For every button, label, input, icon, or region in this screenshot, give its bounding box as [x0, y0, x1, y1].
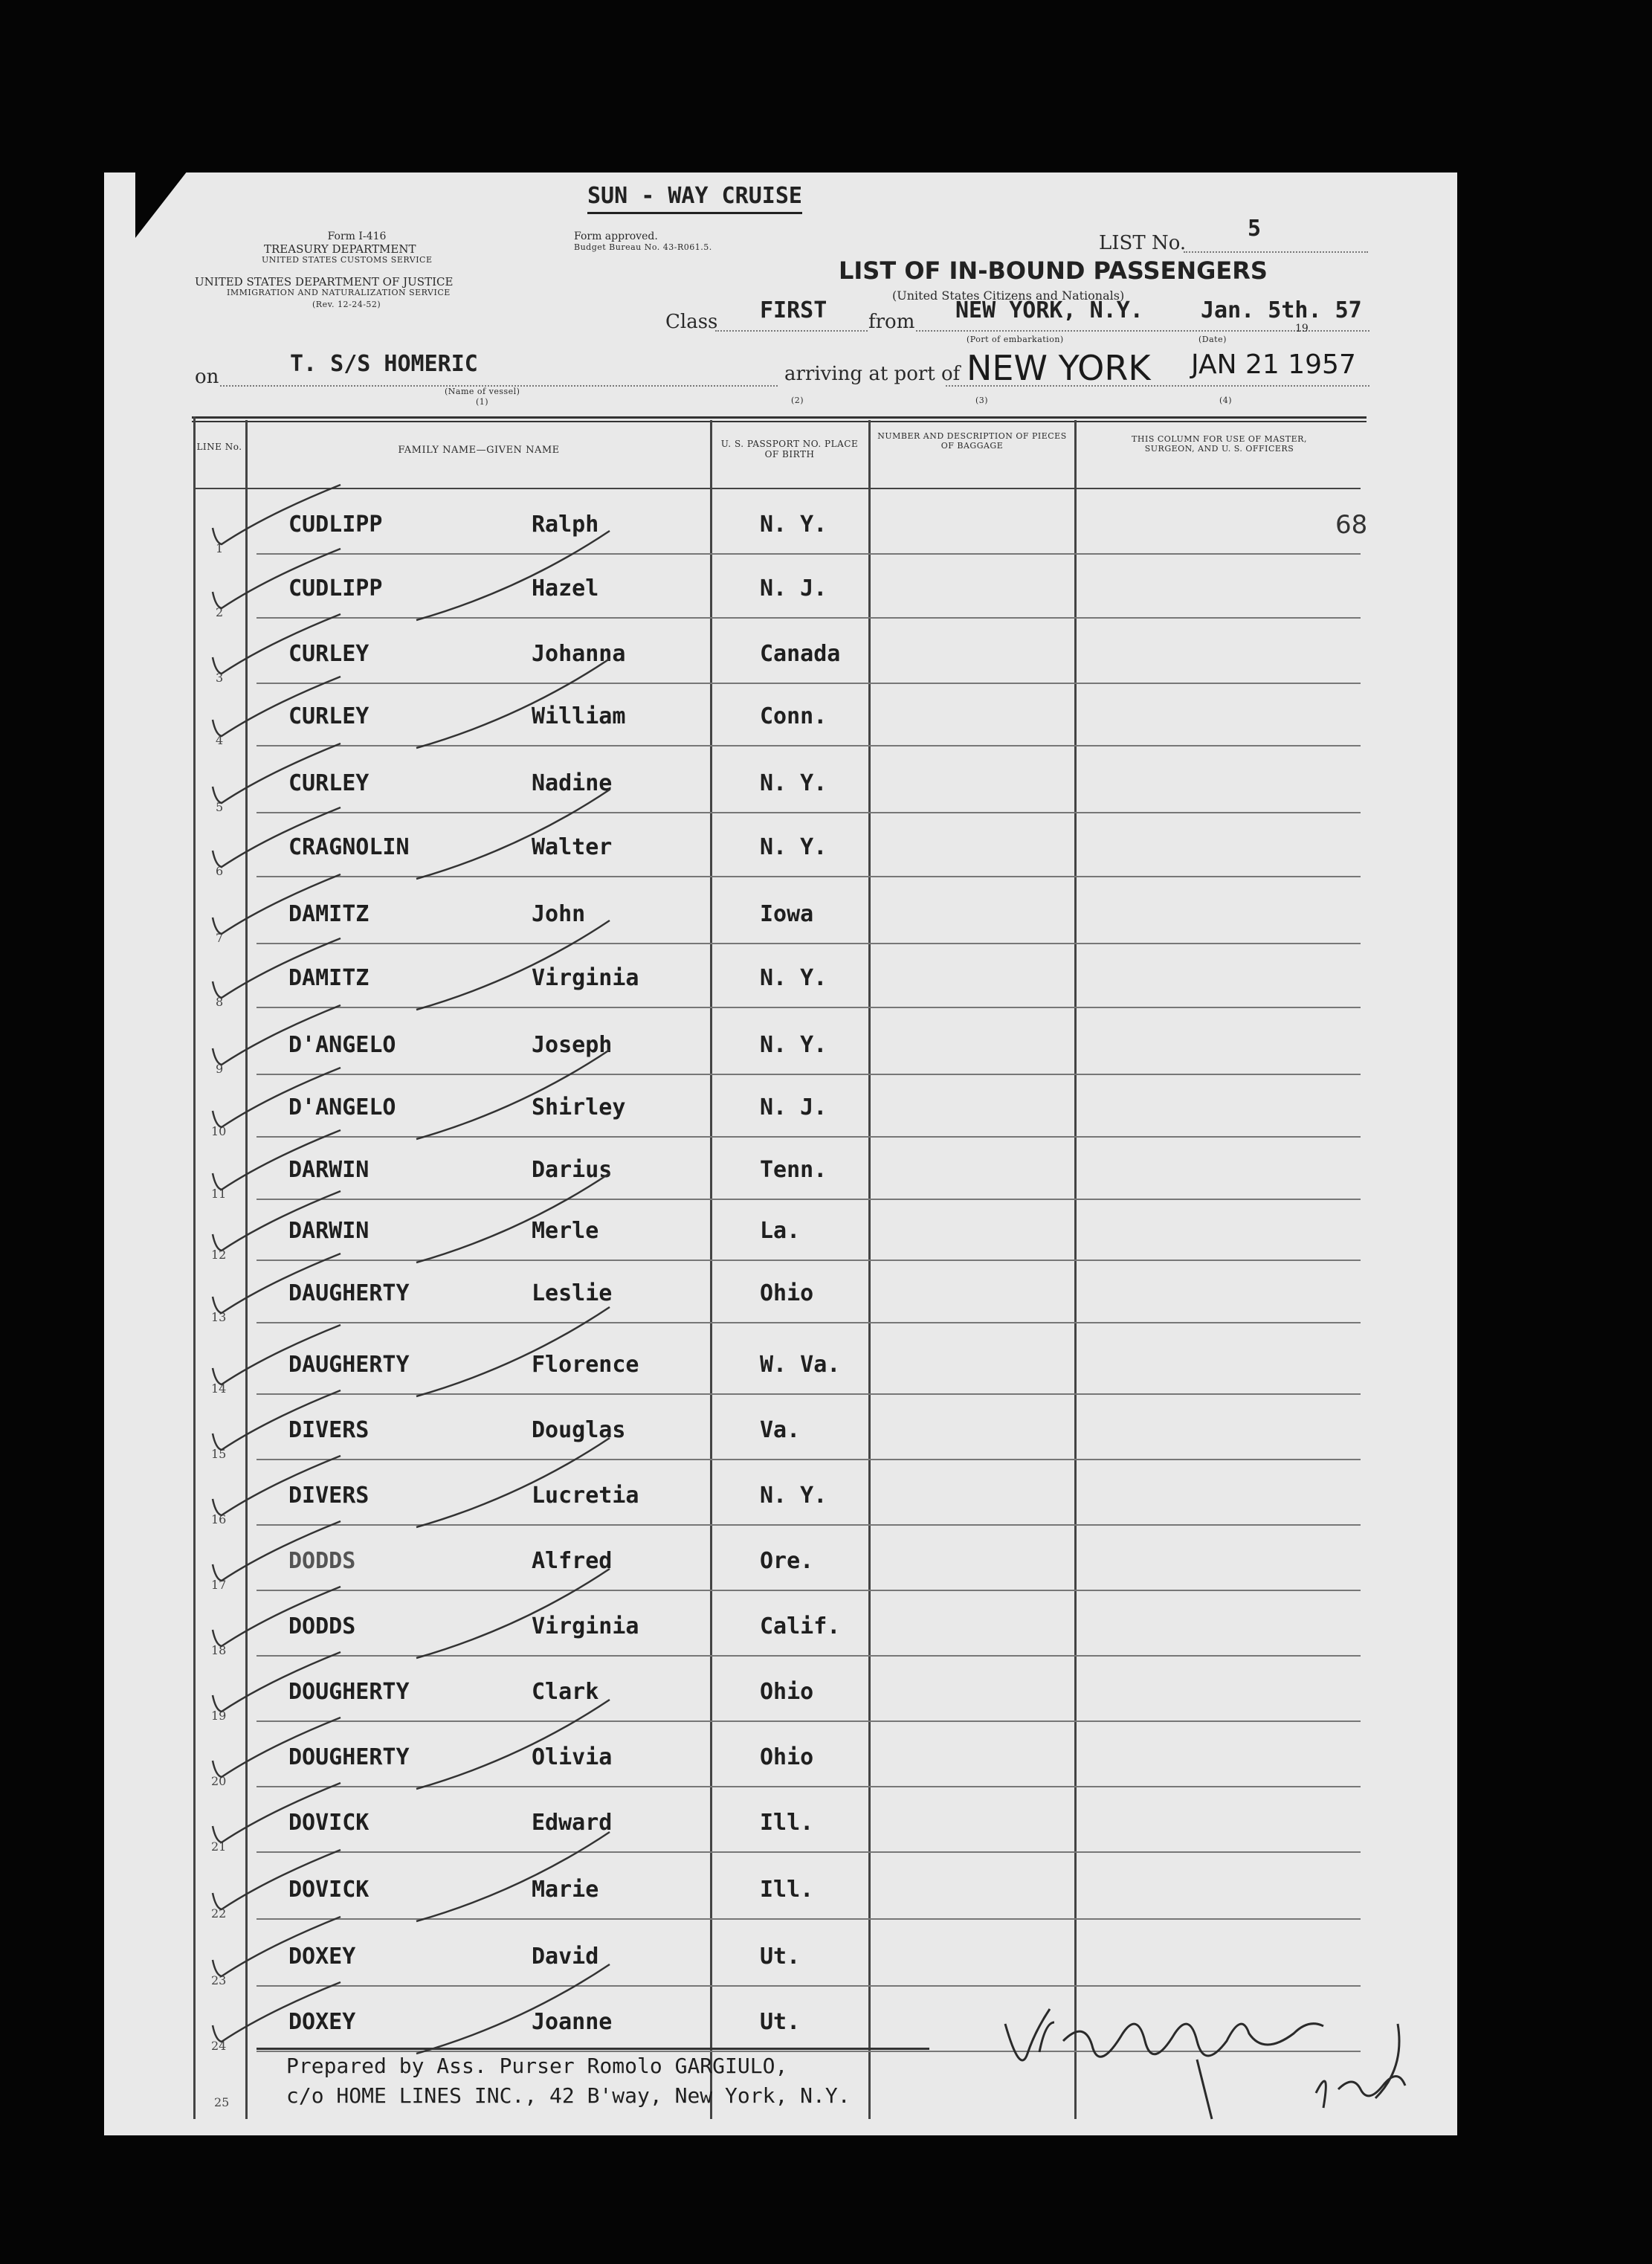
family-name: CURLEY	[288, 770, 370, 796]
family-name: DIVERS	[288, 1483, 370, 1509]
place-of-birth: Ill.	[760, 1810, 814, 1836]
embarkation-caption: (Port of embarkation)	[967, 335, 1064, 344]
family-name: DOXEY	[288, 1944, 356, 1970]
given-name: Leslie	[532, 1280, 613, 1306]
place-of-birth: N. Y.	[760, 770, 827, 796]
customs-label: UNITED STATES CUSTOMS SERVICE	[262, 255, 433, 265]
from-value: NEW YORK, N.Y.	[955, 297, 1143, 323]
place-of-birth: La.	[760, 1218, 801, 1244]
family-name: D'ANGELO	[288, 1032, 396, 1058]
arrival-port-stamp: NEW YORK	[967, 348, 1151, 388]
arriving-label: arriving at port of	[784, 363, 961, 385]
given-name: Virginia	[532, 1613, 639, 1639]
cruise-title: SUN - WAY CRUISE	[587, 183, 802, 214]
place-of-birth: N. Y.	[760, 512, 827, 538]
place-of-birth: Ill.	[760, 1877, 814, 1903]
place-of-birth: Canada	[760, 641, 841, 667]
family-name: CUDLIPP	[288, 512, 383, 538]
line-number: 6	[216, 864, 224, 878]
line-number: 18	[211, 1643, 227, 1657]
immigration-label: IMMIGRATION AND NATURALIZATION SERVICE	[227, 288, 451, 297]
line-number: 5	[216, 800, 224, 814]
place-of-birth: Ohio	[760, 1744, 814, 1770]
line-number: 12	[211, 1248, 227, 1262]
given-name: Lucretia	[532, 1483, 639, 1509]
col-line-header: LINE No.	[196, 442, 242, 452]
line-number: 10	[211, 1124, 227, 1138]
family-name: D'ANGELO	[288, 1094, 396, 1120]
family-name: DOUGHERTY	[288, 1679, 410, 1705]
place-of-birth: N. Y.	[760, 1483, 827, 1509]
given-name: John	[532, 901, 586, 927]
family-name: CURLEY	[288, 641, 370, 667]
given-name: Merle	[532, 1218, 599, 1244]
form-approved: Form approved.	[574, 230, 658, 242]
place-of-birth: N. Y.	[760, 834, 827, 860]
line-number: 20	[211, 1774, 227, 1788]
family-name: DODDS	[288, 1613, 356, 1639]
place-of-birth: N. Y.	[760, 965, 827, 991]
line-number: 21	[211, 1839, 227, 1854]
col-passport-header: U. S. PASSPORT NO. PLACE OF BIRTH	[720, 439, 859, 459]
place-of-birth: N. J.	[760, 1094, 827, 1120]
family-name: CURLEY	[288, 703, 370, 729]
line-number: 23	[211, 1973, 227, 1987]
place-of-birth: Tenn.	[760, 1157, 827, 1183]
class-label: Class	[665, 311, 718, 333]
given-name: Darius	[532, 1157, 613, 1183]
family-name: DOXEY	[288, 2009, 356, 2035]
class-value: FIRST	[760, 297, 827, 323]
given-name: Joanne	[532, 2009, 613, 2035]
date-value: Jan. 5th. 57	[1201, 297, 1362, 323]
place-of-birth: Ut.	[760, 1944, 801, 1970]
budget-bureau: Budget Bureau No. 43-R061.5.	[574, 242, 712, 252]
given-name: Clark	[532, 1679, 599, 1705]
list-subtitle: (United States Citizens and Nationals)	[892, 288, 1125, 303]
place-of-birth: N. J.	[760, 575, 827, 602]
family-name: DIVERS	[288, 1417, 370, 1443]
given-name: Virginia	[532, 965, 639, 991]
prepared-by: Prepared by Ass. Purser Romolo GARGIULO,	[286, 2054, 788, 2078]
line-number: 13	[211, 1310, 227, 1324]
place-of-birth: N. Y.	[760, 1032, 827, 1058]
line-number: 9	[216, 1062, 224, 1076]
line-number: 1	[216, 541, 224, 555]
family-name: DAMITZ	[288, 901, 370, 927]
col-name-header: FAMILY NAME—GIVEN NAME	[398, 445, 560, 456]
family-name: DARWIN	[288, 1218, 370, 1244]
col-caption-3: (3)	[975, 396, 989, 405]
family-name: DARWIN	[288, 1157, 370, 1183]
family-name: DAUGHERTY	[288, 1352, 410, 1378]
family-name: DOVICK	[288, 1877, 370, 1903]
place-of-birth: W. Va.	[760, 1352, 841, 1378]
list-no-value: 5	[1248, 216, 1262, 242]
date-caption: (Date)	[1198, 335, 1227, 344]
place-of-birth: Ut.	[760, 2009, 801, 2035]
given-name: Alfred	[532, 1548, 613, 1574]
given-name: Douglas	[532, 1417, 626, 1443]
revision-label: (Rev. 12-24-52)	[312, 300, 381, 309]
officer-note: 68	[1335, 510, 1368, 540]
given-name: Hazel	[532, 575, 599, 602]
col-baggage-header: NUMBER AND DESCRIPTION OF PIECES OF BAGGAGE	[877, 431, 1067, 451]
line-number: 16	[211, 1512, 227, 1526]
arrival-date-stamp: JAN 21 1957	[1191, 349, 1356, 380]
vessel-value: T. S/S HOMERIC	[290, 351, 478, 377]
given-name: Shirley	[532, 1094, 626, 1120]
family-name: DOVICK	[288, 1810, 370, 1836]
place-of-birth: Iowa	[760, 901, 814, 927]
given-name: Florence	[532, 1352, 639, 1378]
form-number: Form I-416	[327, 230, 387, 242]
family-name: DAUGHERTY	[288, 1280, 410, 1306]
vessel-caption: (Name of vessel)	[445, 387, 520, 396]
family-name: CUDLIPP	[288, 575, 383, 602]
line-number: 7	[216, 931, 224, 945]
place-of-birth: Ore.	[760, 1548, 814, 1574]
given-name: Ralph	[532, 512, 599, 538]
line-number: 14	[211, 1381, 227, 1396]
list-title: LIST OF IN-BOUND PASSENGERS	[839, 257, 1268, 285]
line-number-25: 25	[214, 2095, 230, 2109]
line-number: 17	[211, 1578, 227, 1592]
given-name: David	[532, 1944, 599, 1970]
family-name: DODDS	[288, 1548, 356, 1574]
line-number: 3	[216, 671, 224, 685]
given-name: Joseph	[532, 1032, 613, 1058]
place-of-birth: Va.	[760, 1417, 801, 1443]
line-number: 19	[211, 1709, 227, 1723]
col-officers-header: THIS COLUMN FOR USE OF MASTER, SURGEON, AND U. S. OFFICERS	[1132, 434, 1307, 454]
line-number: 4	[216, 733, 224, 747]
given-name: Olivia	[532, 1744, 613, 1770]
from-label: from	[868, 311, 915, 333]
line-number: 2	[216, 605, 224, 619]
given-name: Johanna	[532, 641, 626, 667]
given-name: Nadine	[532, 770, 613, 796]
on-label: on	[195, 366, 219, 388]
place-of-birth: Conn.	[760, 703, 827, 729]
treasury-label: TREASURY DEPARTMENT	[264, 242, 416, 256]
year-prefix: 19	[1295, 323, 1309, 335]
place-of-birth: Ohio	[760, 1280, 814, 1306]
justice-label: UNITED STATES DEPARTMENT OF JUSTICE	[195, 275, 454, 288]
given-name: Edward	[532, 1810, 613, 1836]
col-caption-1: (1)	[476, 397, 489, 407]
prepared-address: c/o HOME LINES INC., 42 B'way, New York, N.Y.	[286, 2083, 851, 2108]
line-number: 22	[211, 1906, 227, 1920]
given-name: Walter	[532, 834, 613, 860]
col-caption-4: (4)	[1219, 396, 1233, 405]
given-name: William	[532, 703, 626, 729]
family-name: DAMITZ	[288, 965, 370, 991]
line-number: 8	[216, 995, 224, 1009]
family-name: CRAGNOLIN	[288, 834, 410, 860]
given-name: Marie	[532, 1877, 599, 1903]
family-name: DOUGHERTY	[288, 1744, 410, 1770]
line-number: 11	[211, 1187, 227, 1201]
col-caption-2: (2)	[791, 396, 804, 405]
list-no-label: LIST No.	[1099, 232, 1187, 254]
place-of-birth: Ohio	[760, 1679, 814, 1705]
line-number: 15	[211, 1447, 227, 1461]
line-number: 24	[211, 2039, 227, 2053]
place-of-birth: Calif.	[760, 1613, 841, 1639]
